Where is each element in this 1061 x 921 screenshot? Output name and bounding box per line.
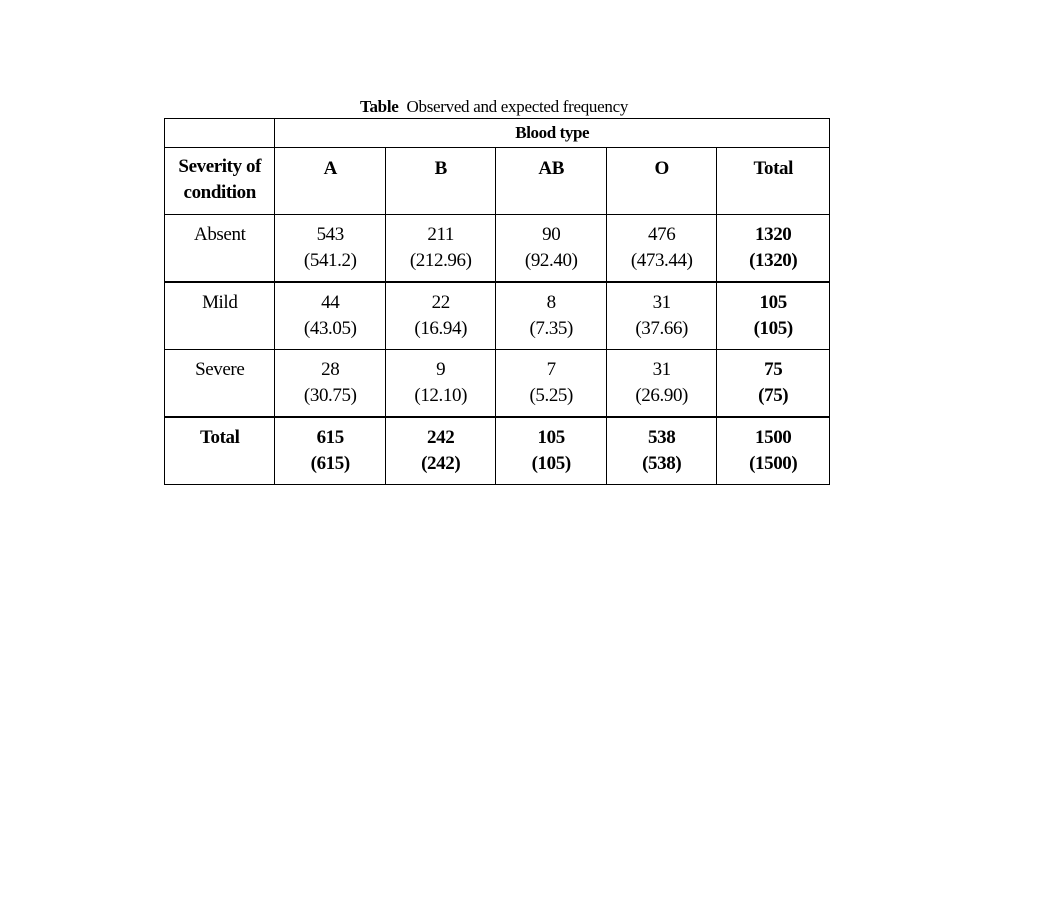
observed-value: 105: [537, 427, 565, 448]
table-cell-total: [385, 417, 495, 485]
column-header-ab: AB: [496, 148, 606, 215]
expected-value: (615): [310, 453, 350, 474]
caption-label: Table: [360, 97, 399, 116]
observed-value: 1500: [755, 427, 792, 448]
expected-value: (30.75): [303, 385, 357, 406]
table-caption: [360, 97, 660, 117]
expected-value: (43.05): [303, 318, 357, 339]
empty-corner-cell: [165, 119, 275, 148]
table-cell-total: [496, 417, 606, 485]
expected-value: (105): [531, 453, 571, 474]
column-header-o: O: [606, 148, 716, 215]
observed-value: 615: [316, 427, 344, 448]
table-column-header-row: [165, 148, 830, 215]
expected-value: (12.10): [414, 385, 468, 406]
table-group-header-row: [165, 119, 830, 148]
observed-value: 211: [427, 224, 455, 245]
expected-value: (105): [753, 318, 793, 339]
table-cell: [275, 350, 385, 418]
table-cell: [385, 282, 495, 350]
observed-value: 543: [316, 224, 344, 245]
expected-value: (37.66): [635, 318, 688, 339]
expected-value: (1320): [749, 250, 798, 271]
table-cell-total: [717, 215, 830, 283]
expected-value: (1500): [749, 453, 798, 474]
observed-value: 44: [321, 292, 340, 313]
table-cell: [606, 350, 716, 418]
observed-value: 9: [436, 359, 446, 380]
expected-value: (242): [421, 453, 461, 474]
table-cell: [385, 215, 495, 283]
expected-value: (26.90): [635, 385, 688, 406]
frequency-table: [164, 118, 830, 485]
expected-value: (92.40): [524, 250, 578, 271]
severity-header: Severity of condition: [165, 148, 275, 215]
table-cell-total: [717, 417, 830, 485]
caption-text: Observed and expected frequency: [406, 97, 629, 116]
expected-value: (538): [642, 453, 682, 474]
table-cell: [496, 350, 606, 418]
table-cell: [496, 282, 606, 350]
table-cell: [606, 282, 716, 350]
observed-value: 22: [431, 292, 450, 313]
expected-value: (212.96): [409, 250, 472, 271]
observed-value: 31: [652, 359, 671, 380]
observed-value: 538: [648, 427, 676, 448]
table-row-severe: [165, 350, 830, 418]
table-row-mild: [165, 282, 830, 350]
table-cell-total: [606, 417, 716, 485]
expected-value: (541.2): [303, 250, 357, 271]
table-cell-total: [717, 282, 830, 350]
expected-value: (75): [758, 385, 789, 406]
table-cell: [496, 215, 606, 283]
expected-value: (16.94): [414, 318, 468, 339]
table-cell: [606, 215, 716, 283]
column-header-b: B: [385, 148, 495, 215]
column-header-a: A: [275, 148, 385, 215]
table-row-total: [165, 417, 830, 485]
table-cell: [275, 215, 385, 283]
table-cell: [275, 282, 385, 350]
expected-value: (5.25): [529, 385, 573, 406]
observed-value: 242: [427, 427, 455, 448]
table-cell-total: [275, 417, 385, 485]
row-label: Total: [165, 417, 275, 485]
observed-value: 8: [546, 292, 556, 313]
table-cell-total: [717, 350, 830, 418]
observed-value: 476: [648, 224, 676, 245]
observed-value: 31: [652, 292, 671, 313]
observed-value: 7: [546, 359, 556, 380]
row-label: Absent: [165, 215, 275, 283]
observed-value: 105: [759, 292, 787, 313]
observed-value: 28: [321, 359, 340, 380]
row-label: Severe: [165, 350, 275, 418]
expected-value: (473.44): [630, 250, 693, 271]
observed-value: 1320: [755, 224, 792, 245]
table-cell: [385, 350, 495, 418]
column-header-total: Total: [717, 148, 830, 215]
observed-value: 75: [764, 359, 783, 380]
observed-value: 90: [542, 224, 561, 245]
blood-type-header: Blood type: [275, 119, 830, 148]
expected-value: (7.35): [529, 318, 573, 339]
table-row-absent: [165, 215, 830, 283]
row-label: Mild: [165, 282, 275, 350]
